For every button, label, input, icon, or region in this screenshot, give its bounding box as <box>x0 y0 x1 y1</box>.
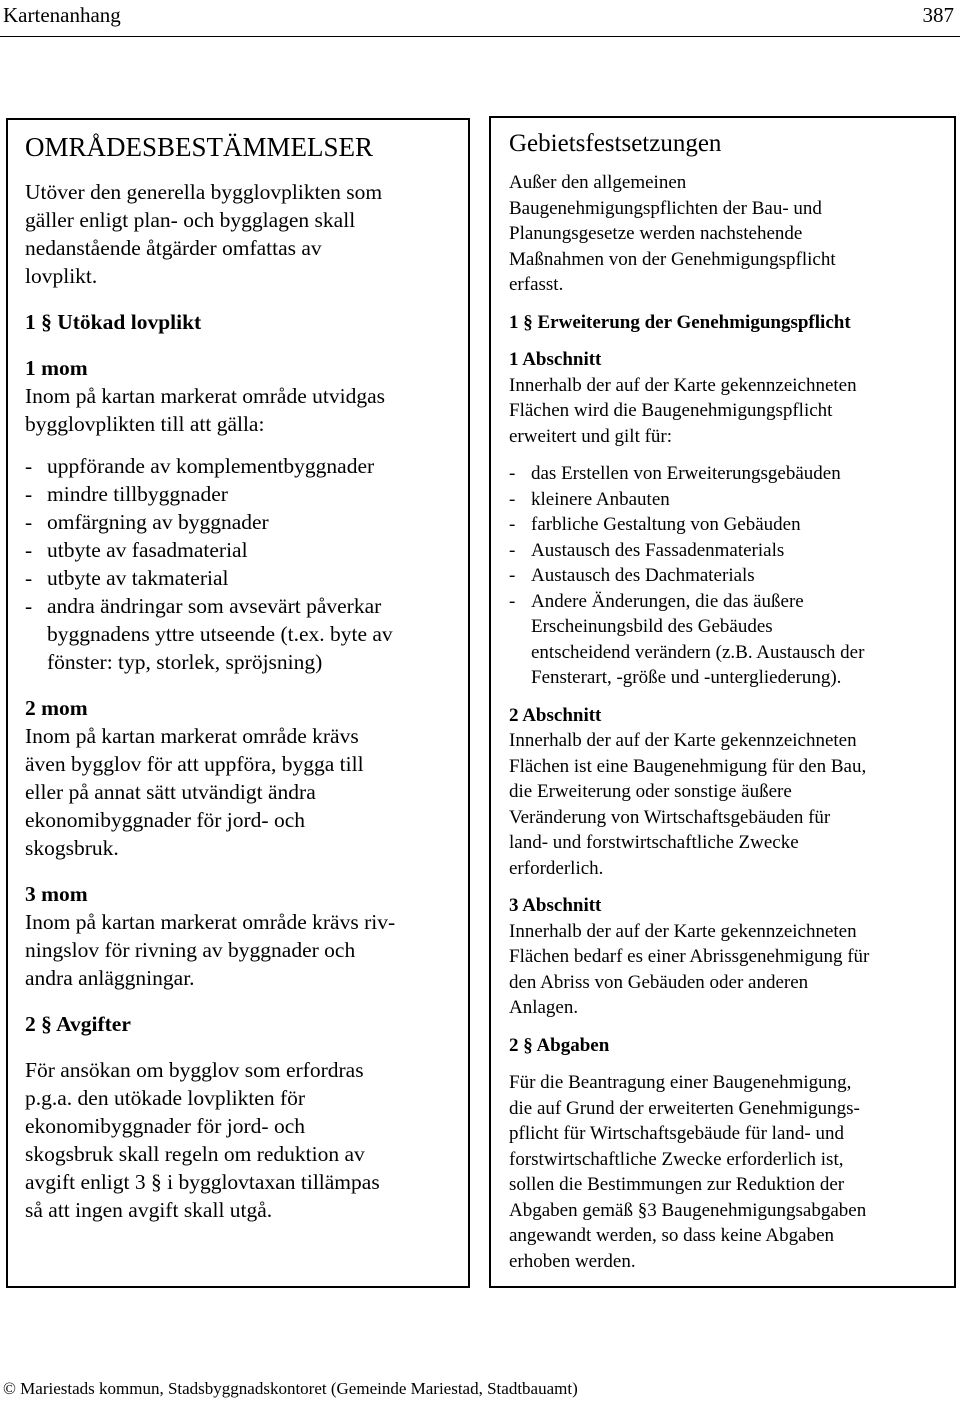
list-item-text: Andere Änderungen, die das äußere Erscheinungsbild des Gebäudes entscheidend verändern (z.B. Austausch der Fensterart, -größe und -untergliederung). <box>531 590 865 688</box>
swedish-section-1-heading: 1 § Utökad lovplikt <box>25 310 202 334</box>
german-section-2-heading: 2 § Abgaben <box>509 1034 610 1056</box>
list-item-text: kleinere Anbauten <box>531 488 670 510</box>
list-item-text: utbyte av takmaterial <box>47 566 229 590</box>
german-abschnitt1-text: Innerhalb der auf der Karte gekennzeichneten Flächen wird die Baugenehmigungspflicht erweitert und gilt für: <box>509 374 857 447</box>
list-item: - uppförande av komplementbyggnader <box>25 454 375 478</box>
list-item-text: Austausch des Fassadenmaterials <box>531 539 785 561</box>
list-item: - andra ändringar som avsevärt påverkar byggnadens yttre utseende (t.ex. byte av fönster: typ, storlek, spröjsning) <box>25 594 393 674</box>
german-abschnitt2-text: Innerhalb der auf der Karte gekennzeichneten Flächen ist eine Baugenehmigung für den Bau, die Erweiterung oder sonstige äußere Veränderung von Wirtschaftsgebäuden für land- und forstwirtschaftliche Zwecke erforderlich. <box>509 730 867 879</box>
list-item: - utbyte av fasadmaterial <box>25 538 248 562</box>
list-item-text: mindre tillbyggnader <box>47 482 228 506</box>
german-section-1-heading: 1 § Erweiterung der Genehmigungspflicht <box>509 311 851 333</box>
swedish-mom1-heading: 1 mom <box>25 356 88 380</box>
list-item: - Austausch des Dachmaterials <box>509 563 954 589</box>
list-item: - Austausch des Fassadenmaterials <box>509 538 954 564</box>
german-title: Gebietsfestsetzungen <box>509 130 722 157</box>
swedish-mom1-text: Inom på kartan markerat område utvidgas bygglovplikten till att gälla: <box>25 384 385 436</box>
list-item: - Andere Änderungen, die das äußere Erscheinungsbild des Gebäudes entscheidend verändern (z.B. Austausch der Fensterart, -größe und -untergliederung). <box>509 589 954 691</box>
swedish-mom2-heading: 2 mom <box>25 696 88 720</box>
swedish-title: OMRÅDESBESTÄMMELSER <box>25 132 374 162</box>
list-item: - das Erstellen von Erweiterungsgebäuden <box>509 461 954 487</box>
footer-copyright: © Mariestads kommun, Stadsbyggnadskontoret (Gemeinde Mariestad, Stadtbauamt) <box>3 1379 578 1398</box>
list-item-text: das Erstellen von Erweiterungsgebäuden <box>531 463 841 484</box>
list-item: - farbliche Gestaltung von Gebäuden <box>509 512 954 538</box>
german-abschnitt3-heading: 3 Abschnitt <box>509 895 602 916</box>
german-abschnitt1-heading: 1 Abschnitt <box>509 349 602 370</box>
list-item-text: andra ändringar som avsevärt påverkar byggnadens yttre utseende (t.ex. byte av fönster: typ, storlek, spröjsning) <box>47 594 393 674</box>
list-item: - omfärgning av byggnader <box>25 510 269 534</box>
german-intro: Außer den allgemeinen Baugenehmigungspflichten der Bau- und Planungsgesetze werden nachstehende Maßnahmen von der Genehmigungspflicht erfasst. <box>509 172 836 295</box>
page-number: 387 <box>922 3 954 27</box>
german-abschnitt2-heading: 2 Abschnitt <box>509 704 602 726</box>
swedish-mom3-text: Inom på kartan markerat område krävs riv- ningslov för rivning av byggnader och andra anläggningar. <box>25 910 396 990</box>
list-item-text: omfärgning av byggnader <box>47 510 269 534</box>
swedish-section-2-heading: 2 § Avgifter <box>25 1012 131 1036</box>
swedish-mom1-list <box>25 452 468 676</box>
list-item-text: Austausch des Dachmaterials <box>531 565 755 586</box>
list-item: - kleinere Anbauten <box>509 487 954 513</box>
list-item-text: uppförande av komplementbyggnader <box>47 454 375 478</box>
swedish-mom2-text: Inom på kartan markerat område krävs även bygglov för att uppföra, bygga till eller på annat sätt utvändigt ändra ekonomibyggnader för jord- och skogsbruk. <box>25 724 364 860</box>
german-section-2-text: Für die Beantragung einer Baugenehmigung, die auf Grund der erweiterten Genehmigungs- pflicht für Wirtschaftsgebäude für land- und forstwirtschaftliche Zwecke erforderlich ist, sollen die Bestimmungen zur Reduktion der Abgaben gemäß §3 Baugenehmigungsabgaben angewandt werden, so dass keine Abgaben erhoben werden. <box>509 1072 867 1272</box>
swedish-section-2-text: För ansökan om bygglov som erfordras p.g.a. den utökade lovplikten för ekonomibyggnader för jord- och skogsbruk skall regeln om reduktion av avgift enligt 3 § i bygglovtaxan tillämpas så att ingen avgift skall utgå. <box>25 1058 380 1222</box>
swedish-intro: Utöver den generella bygglovplikten som gäller enligt plan- och bygglagen skall nedanstående åtgärder omfattas av lovplikt. <box>25 180 383 288</box>
swedish-mom3-heading: 3 mom <box>25 882 88 906</box>
german-regulations-box <box>489 116 956 1288</box>
header-rule <box>0 36 960 37</box>
list-item: - utbyte av takmaterial <box>25 566 229 590</box>
swedish-regulations-box <box>6 118 470 1288</box>
list-item: - mindre tillbyggnader <box>25 482 228 506</box>
list-item-text: farbliche Gestaltung von Gebäuden <box>531 514 801 535</box>
running-header-section: Kartenanhang <box>3 3 121 27</box>
german-abschnitt3-text: Innerhalb der auf der Karte gekennzeichneten Flächen bedarf es einer Abrissgenehmigung für den Abriss von Gebäuden oder anderen Anlagen. <box>509 920 870 1018</box>
german-abschnitt1-list <box>509 461 954 691</box>
list-item-text: utbyte av fasadmaterial <box>47 538 248 562</box>
